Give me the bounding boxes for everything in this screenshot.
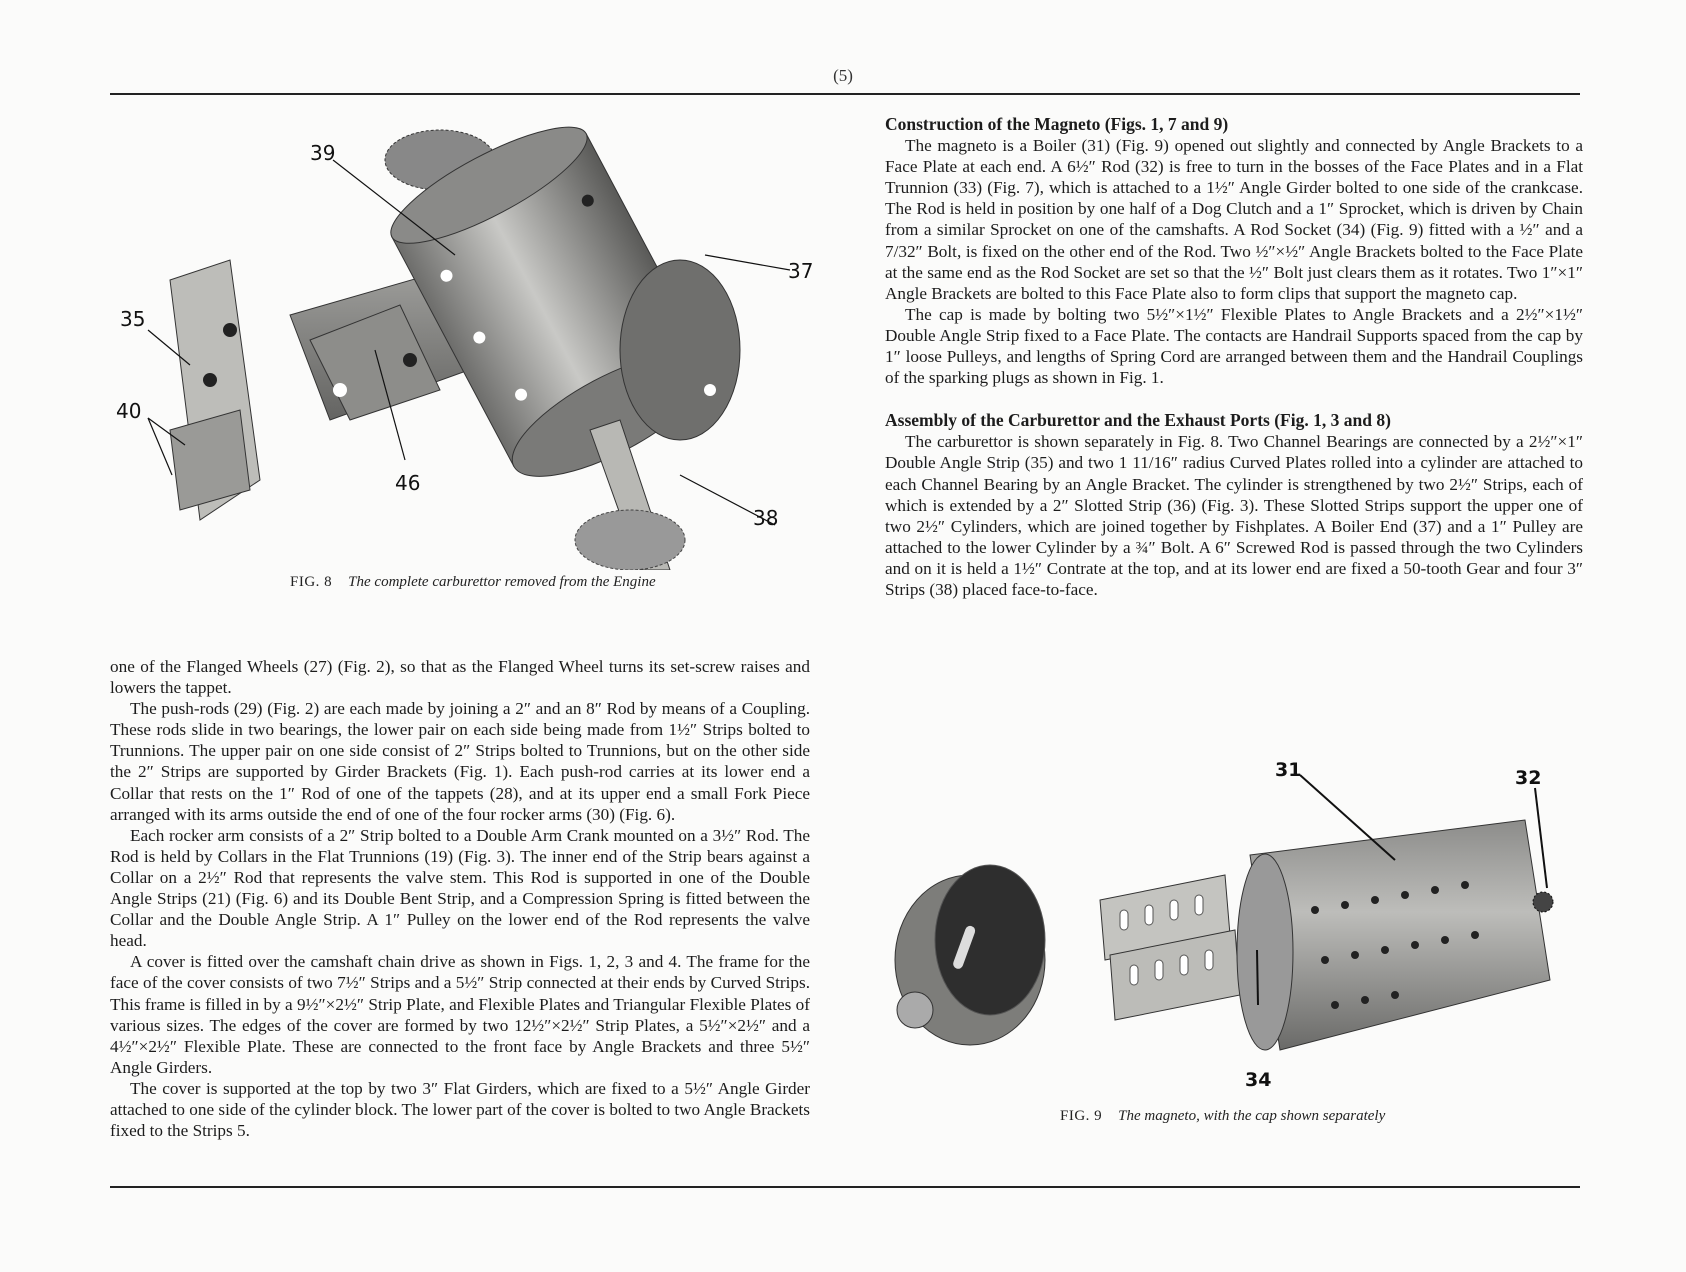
heading-title: Construction of the Magneto (885, 114, 1101, 134)
magneto-cap (895, 865, 1045, 1045)
paragraph: Each rocker arm consists of a 2″ Strip bolted to a Double Arm Crank mounted on a 3½″ Rod. The Rod is held by Collars in the Flat Trunnions (19) (Fig. 3). The inner end of the Strip bears against a Collar on a 2½″ Rod that represents the valve stem. This Rod is supported in one of the Double Angle Strips (21) (Fig. 6) and its Double Bent Strip, and a Compression Spring is fitted between the Collar and the Double Angle Strip. A 1″ Pulley on the lower end of the Rod represents the valve head. (110, 825, 810, 951)
paragraph: A cover is fitted over the camshaft chain drive as shown in Figs. 1, 2, 3 and 4. The frame for the face of the cover consists of two 7½″ Strips and a 5½″ Strip connected at their ends by Curved Strips. This frame is filled in by a 9½″×2½″ Strip Plate, and Flexible Plates and Triangular Flexible Plates of various sizes. The edges of the cover are formed by two 12½″×2½″ Strip Plates, a 5½″×2½″ and a 4½″×2½″ Flexible Plate. These are connected to the front face by Angle Brackets and three 5½″ Angle Girders. (110, 952, 810, 1077)
paragraph: The magneto is a Boiler (31) (Fig. 9) opened out slightly and connected by Angle Brackets to a Face Plate at each end. A 6½″ Rod (32) is free to turn in the bosses of the Face Plates and in a Flat Trunnion (33) (Fig. 7), which is attached to a 1½″ Angle Girder bolted to one side of the crankcase. The Rod is held in position by one half of a Dog Clutch and a 1″ Sprocket, which is driven by Chain from a similar Sprocket on one of the camshafts. A Rod Socket (34) (Fig. 9) fitted with a ½″ and a 7/32″ Bolt, is fixed on the other end of the Rod. Two ½″×½″ Angle Brackets bolted to the Face Plate at the same end as the Rod Socket are set so that the ½″ Bolt just clears them as it rotates. Two 1″×1″ Angle Brackets are bolted to this Face Plate also to form clips that support the magneto cap. (885, 136, 1583, 303)
section-heading-carburettor (885, 410, 1583, 431)
gear-bottom (575, 510, 685, 570)
paragraph: The cover is supported at the top by two 3″ Flat Girders, which are fixed to a 5½″ Angle Girder attached to one side of the cylinder block. The lower part of the cover is bolted to two Angle Brackets fixed to the Strips 5. (110, 1078, 810, 1141)
figure-9-label: FIG. 9 (1060, 1108, 1103, 1124)
paragraph: The carburettor is shown separately in Fig. 8. Two Channel Bearings are connected by a 2½″×1″ Double Angle Strip (35) and two 1 11/16″ radius Curved Plates rolled into a cylinder are attached to each Channel Bearing by an Angle Bracket. The cylinder is strengthened by two 2½″ Strips, each of which is extended by a 2″ Slotted Strip (36) (Fig. 3). These Slotted Strips support the upper one of two 2½″ Cylinders, which are joined together by Fishplates. A Boiler End (37) and a 1″ Pulley are attached to the lower Cylinder by a ¾″ Bolt. A 6″ Screwed Rod is passed through the two Cylinders and on it is held a 1½″ Contrate at the top, and at its lower end are fixed a 50-tooth Gear and four 3″ Strips (38) placed face-to-face. (885, 432, 1583, 599)
boiler-end (620, 260, 740, 440)
left-column (110, 656, 810, 1141)
callout-40: 40 (116, 399, 142, 423)
callout-31: 31 (1275, 760, 1302, 781)
paragraph: The cap is made by bolting two 5½″×1½″ Flexible Plates to Angle Brackets and a 2½″×1½″ Double Angle Strip fixed to a Face Plate. The contacts are Handrail Supports spaced from the cap by 1″ loose Pulleys, and lengths of Spring Cord are arranged between them and the Handrail Couplings of the sparking plugs as shown in Fig. 1. (885, 304, 1583, 388)
section-heading-magneto (885, 114, 1583, 135)
callout-39: 39 (310, 141, 336, 165)
page-number: (5) (833, 66, 853, 85)
magneto-illustration (885, 760, 1585, 1100)
carburettor-illustration (110, 100, 830, 570)
figure-9-caption (1060, 1108, 1385, 1125)
callout-35: 35 (120, 307, 146, 331)
callout-46: 46 (395, 471, 421, 495)
callout-32: 32 (1515, 767, 1542, 789)
boiler-31 (1237, 820, 1553, 1050)
figure-8-caption (290, 574, 656, 591)
figure-9-magneto-image (885, 760, 1585, 1100)
figure-8-label: FIG. 8 (290, 574, 333, 590)
paragraph: one of the Flanged Wheels (27) (Fig. 2), so that as the Flanged Wheel turns its set-screw raises and lowers the tappet. (110, 657, 810, 698)
figure-8-carburettor-image (110, 100, 830, 570)
callout-37: 37 (788, 259, 814, 283)
paragraph: The push-rods (29) (Fig. 2) are each made by joining a 2″ and an 8″ Rod by means of a Coupling. These rods slide in two bearings, the lower pair on each side being made from 1½″ Strips bolted to Trunnions. The upper pair on one side consist of 2″ Strips bolted to Trunnions, but on the other side the 2″ Strips are supported by Girder Brackets (Fig. 1). Each push-rod carries at its lower end a Collar that rests on the 1″ Rod of one of the tappets (28), and at its upper end a small Fork Piece arranged with its arms outside the end of one of the four rocker arms (30) (Fig. 6). (110, 699, 810, 824)
heading-figure-ref: (Figs. 1, 7 and 9) (1104, 114, 1229, 134)
heading-title: Assembly of the Carburettor and the Exhaust Ports (885, 410, 1270, 431)
heading-figure-ref: (Fig. 1, 3 and 8) (1274, 410, 1391, 431)
flexible-plates (1100, 875, 1240, 1020)
top-rule (110, 93, 1580, 95)
figure-8-caption-text: The complete carburettor removed from the Engine (348, 574, 656, 590)
callout-34: 34 (1245, 1069, 1272, 1091)
sprocket (1533, 892, 1553, 912)
callout-38: 38 (753, 506, 779, 530)
figure-9-caption-text: The magneto, with the cap shown separately (1118, 1108, 1386, 1124)
right-column (885, 114, 1583, 600)
bottom-rule (110, 1186, 1580, 1188)
